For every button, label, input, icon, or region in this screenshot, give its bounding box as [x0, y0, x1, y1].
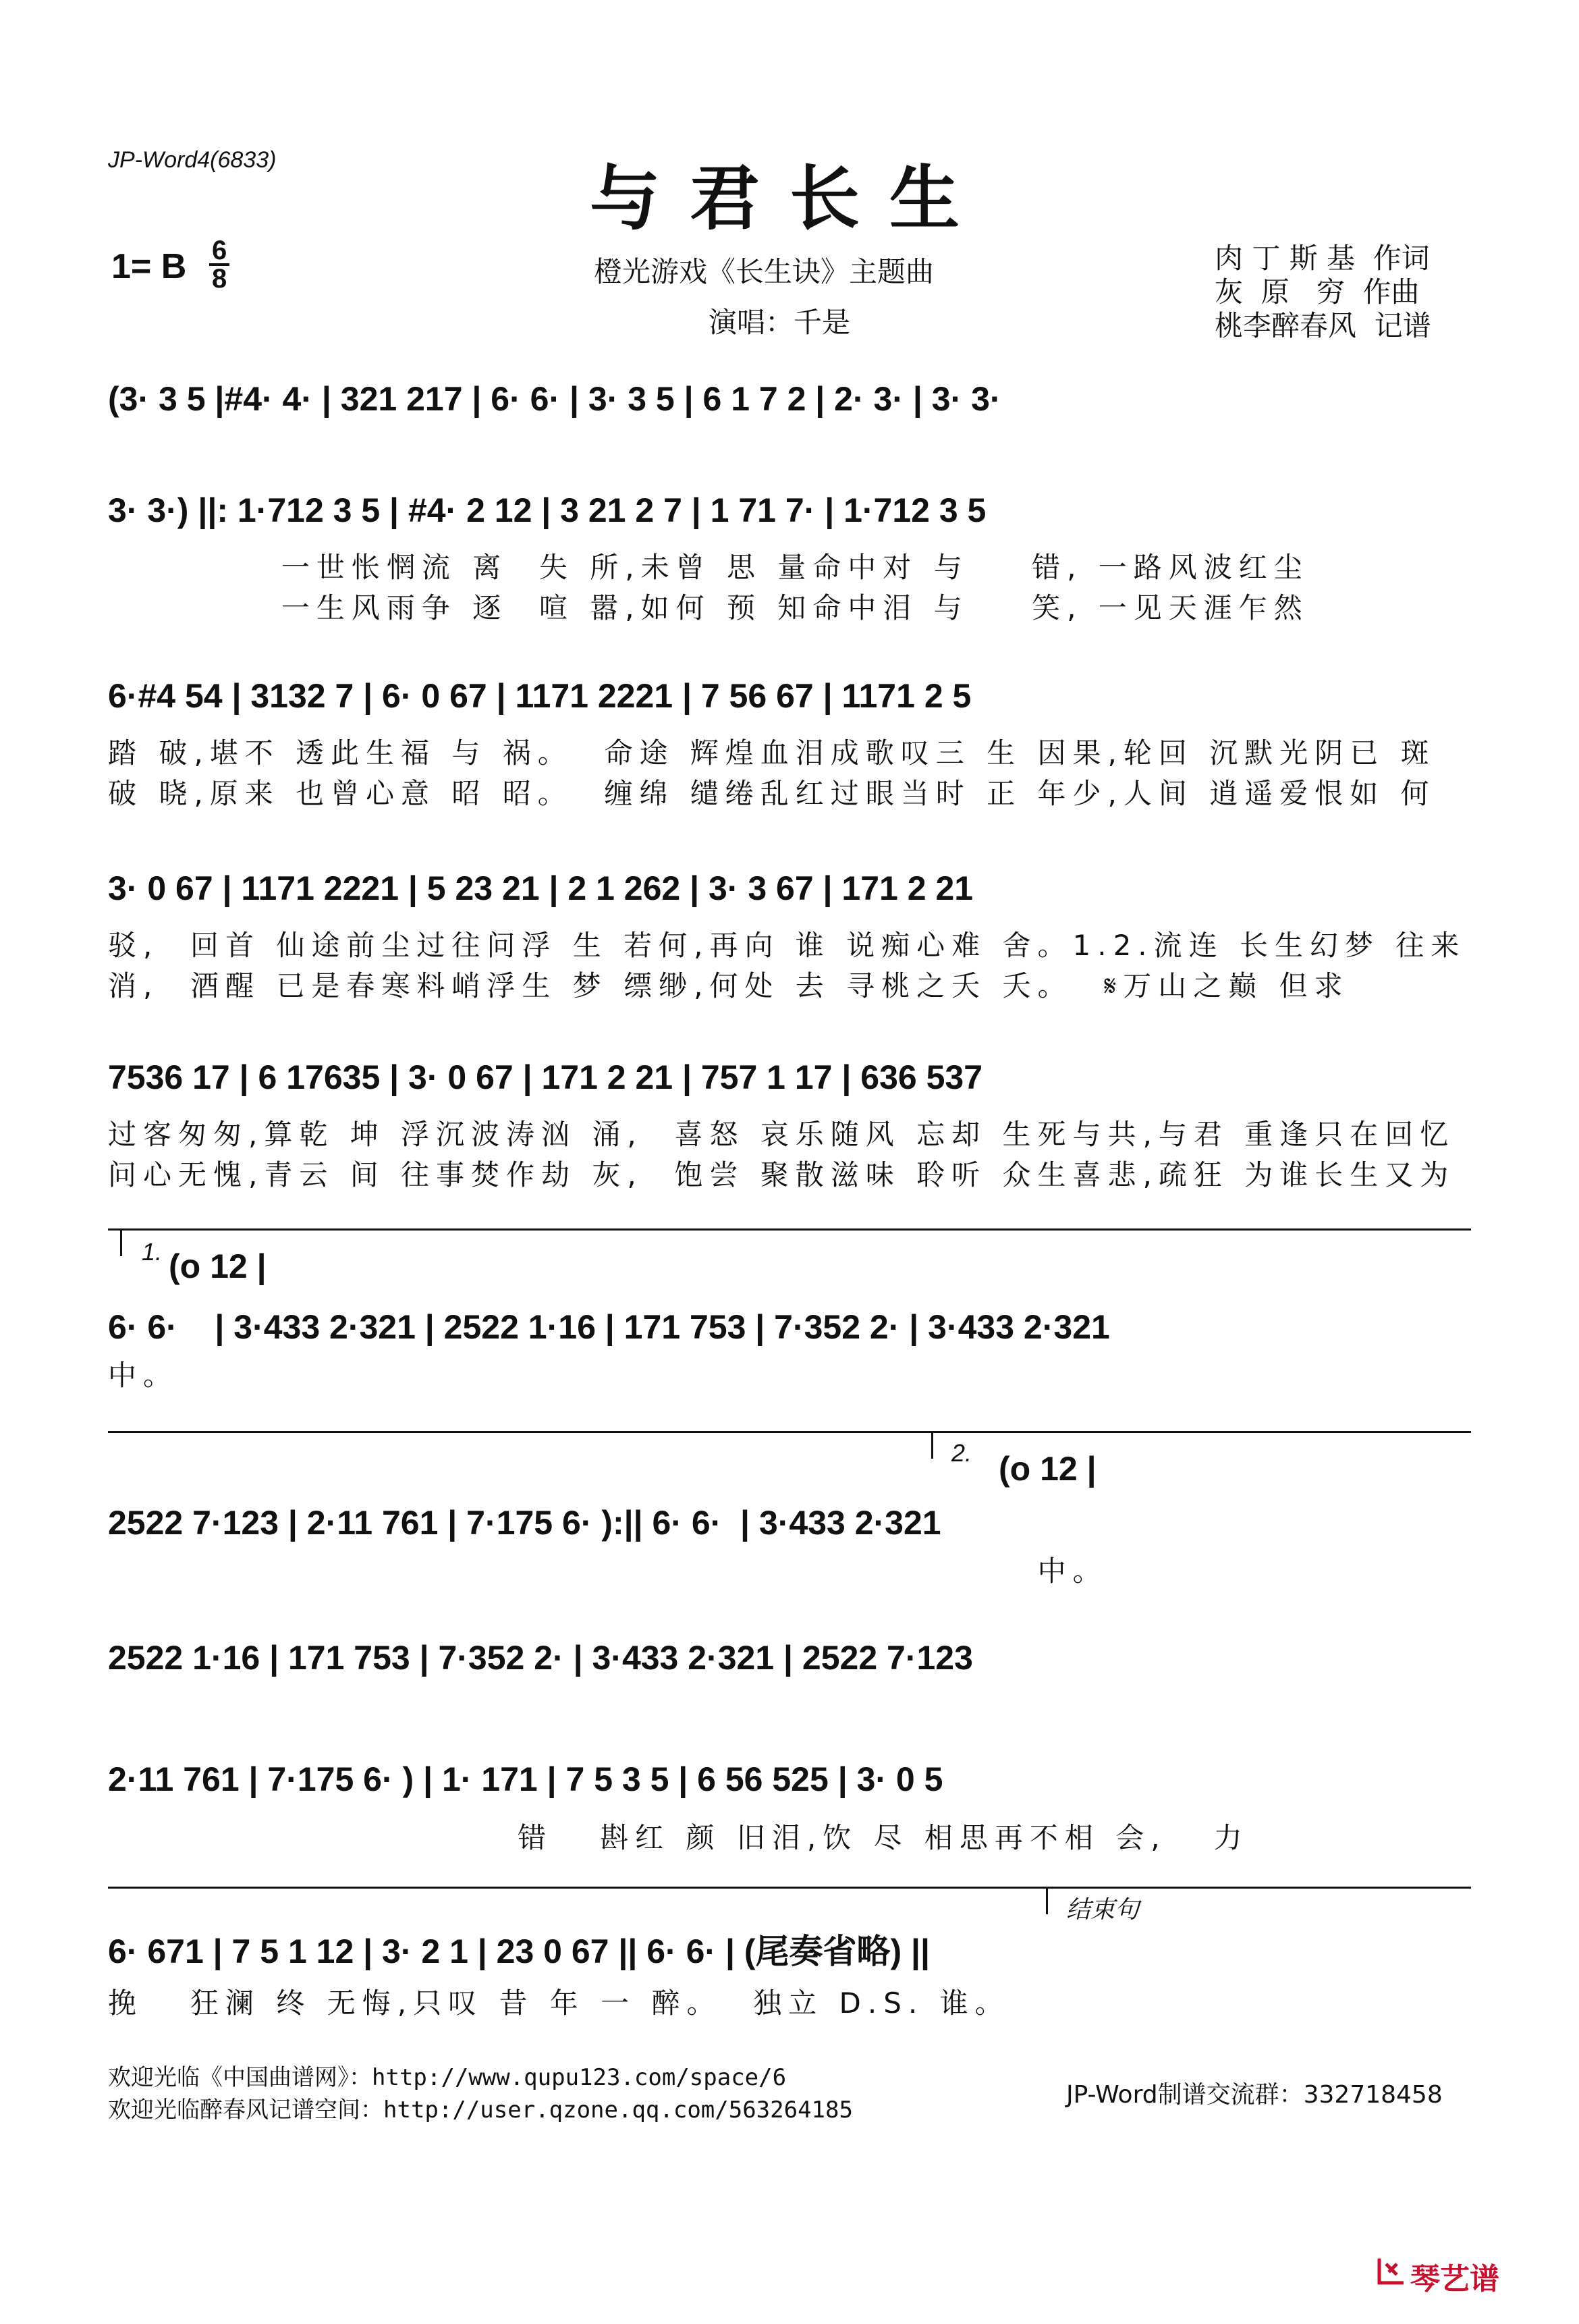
- notes: 6· 6· | 3·433 2·321 | 2522 1·16 | 171 753 | 7·352 2· | 3·433 2·321: [108, 1308, 1110, 1346]
- subtitle: 橙光游戏《长生诀》主题曲: [594, 255, 935, 288]
- coda-line: [108, 1887, 1471, 1889]
- lyric-verse-2: 破 晓,原来 也曾心意 昭 昭。 缠绵 缱绻乱红过眼当时 正 年少,人间 逍遥爱恨如 何: [108, 777, 1436, 810]
- lyric-verse-1: 踏 破,堪不 透此生福 与 祸。 命途 辉煌血泪成歌叹三 生 因果,轮回 沉默光阴已 斑: [108, 736, 1436, 769]
- notes: 2522 1·16 | 171 753 | 7·352 2· | 3·433 2·321 | 2522 7·123: [108, 1639, 973, 1677]
- time-denominator: 8: [212, 264, 227, 294]
- notes: 2522 7·123 | 2·11 761 | 7·175 6· ):|| 6· 6· | 3·433 2·321: [108, 1504, 941, 1542]
- volta-notes: (o 12 |: [999, 1450, 1097, 1488]
- lyric-verse-1: 中。: [108, 1359, 179, 1392]
- brand-logo-icon: [1377, 2254, 1406, 2287]
- transcriber-credit: 桃李醉春风 记谱: [1215, 309, 1431, 342]
- lyric-verse-1: 驳, 回首 仙途前尘过往问浮 生 若何,再向 谁 说痴心难 舍。1.2.流连 长生幻梦 往来: [108, 929, 1466, 962]
- brand-watermark: 琴艺谱: [1410, 2262, 1499, 2296]
- notes: 7536 17 | 6 17635 | 3· 0 67 | 171 2 21 | 757 1 17 | 636 537: [108, 1058, 982, 1096]
- singer-credit: 演唱：千是: [709, 306, 851, 339]
- time-signature: [209, 238, 229, 292]
- score-line-10: [108, 1887, 1471, 2022]
- lyric-verse-2: 问心无愧,青云 间 往事焚作劫 灰, 饱尝 聚散滋味 聆听 众生喜悲,疏狂 为谁长生又为: [108, 1158, 1456, 1191]
- footer-group: JP-Word制谱交流群：332718458: [1066, 2081, 1443, 2109]
- lyric-verse-2: 一生风雨争 逐 喧 嚣,如何 预 知命中泪 与 笑, 一见天涯乍然: [108, 591, 1309, 624]
- notes: 3· 3·) ||: 1·712 3 5 | #4· 2 12 | 3 21 2 7 | 1 71 7· | 1·712 3 5: [108, 491, 987, 529]
- lyric-verse-1: 中。: [108, 1555, 1108, 1588]
- coda-label: 结束句: [1066, 1895, 1140, 1923]
- key-signature: 1= B: [111, 247, 187, 286]
- score-line-6: [108, 1228, 1471, 1390]
- time-numerator: 6: [209, 238, 229, 266]
- notes: 3· 0 67 | 1171 2221 | 5 23 21 | 2 1 262 | 3· 3 67 | 171 2 21: [108, 869, 974, 907]
- notes: 6·#4 54 | 3132 7 | 6· 0 67 | 1171 2221 | 7 56 67 | 1171 2 5: [108, 677, 972, 715]
- notes: 2·11 761 | 7·175 6· ) | 1· 171 | 7 5 3 5 | 6 56 525 | 3· 0 5: [108, 1760, 943, 1798]
- notes: 6· 671 | 7 5 1 12 | 3· 2 1 | 23 0 67 || 6· 6· | (尾奏省略) ||: [108, 1933, 930, 1970]
- score-line-7: [108, 1424, 1471, 1593]
- lyric-verse-2: 消, 酒醒 已是春寒料峭浮生 梦 缥缈,何处 去 寻桃之夭 夭。 𝄋万山之巅 但求: [108, 969, 1350, 1002]
- software-version: JP-Word4(6833): [108, 147, 277, 173]
- notes: (3· 3 5 |#4· 4· | 321 217 | 6· 6· | 3· 3 5 | 6 1 7 2 | 2· 3· | 3· 3·: [108, 380, 1001, 418]
- volta-line: [108, 1431, 1471, 1433]
- lyric-verse-1: 一世怅惘流 离 失 所,未曾 思 量命中对 与 错, 一路风波红尘: [108, 551, 1309, 584]
- footer-site-link-2: 欢迎光临醉春风记谱空间：http://user.qzone.qq.com/563264185: [108, 2097, 853, 2124]
- lyric-verse-1: 过客匆匆,算乾 坤 浮沉波涛汹 涌, 喜怒 哀乐随风 忘却 生死与共,与君 重逢只在回忆: [108, 1118, 1456, 1151]
- volta-label: 2.: [951, 1439, 972, 1467]
- volta-label: 1.: [142, 1238, 163, 1266]
- footer-site-link-1: 欢迎光临《中国曲谱网》：http://www.qupu123.com/space/6: [108, 2064, 787, 2091]
- volta-notes: (o 12 |: [169, 1247, 267, 1285]
- lyric-verse-1: 挽 狂澜 终 无悔,只叹 昔 年 一 醉。 独立 D.S. 谁。: [108, 1987, 1010, 2020]
- lyricist-credit: 肉 丁 斯 基 作词: [1215, 242, 1430, 275]
- lyric-verse-1: 错 斟红 颜 旧泪,饮 尽 相思再不相 会, 力: [108, 1821, 1249, 1854]
- score-title: 与君长生: [589, 157, 989, 240]
- composer-credit: 灰 原 穷 作曲: [1215, 275, 1420, 308]
